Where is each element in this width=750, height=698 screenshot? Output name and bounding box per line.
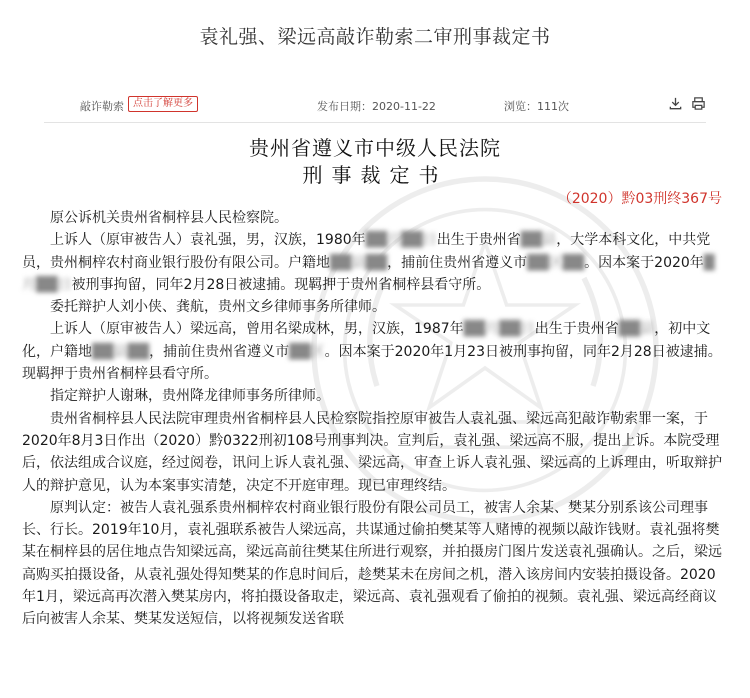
redacted-text: ██月██日 bbox=[463, 321, 535, 338]
publish-date: 发布日期：2020-11-22 bbox=[317, 100, 436, 113]
paragraph: 委托辩护人刘小侠、龚航，贵州文乡律师事务所律师。 bbox=[50, 299, 386, 316]
category-label: 敲诈勒索 bbox=[80, 100, 124, 113]
redacted-text: ██月██日 bbox=[365, 232, 437, 249]
paragraph-text: 被刑事拘留，同年2月28日被逮捕。现羁押于贵州省桐梓县看守所。 bbox=[71, 276, 491, 293]
document-body bbox=[22, 207, 726, 631]
paragraph-text: 上诉人（原审被告人）袁礼强，男，汉族，1980年 bbox=[50, 232, 366, 249]
paragraph-text: ，初中文化，户籍地 bbox=[22, 321, 711, 360]
category-link[interactable]: 点击了解更多 bbox=[128, 96, 198, 112]
view-count: 浏览：111次 bbox=[504, 100, 569, 113]
paragraph-text: 。因本案于2020年 bbox=[584, 254, 704, 271]
redacted-text: ██区██ bbox=[527, 254, 585, 271]
paragraph: 原判认定：被告人袁礼强系贵州桐梓农村商业银行股份有限公司员工，被害人余某、樊某分别系该公司理事长、行长。2019年10月，袁礼强联系被告人梁远高，共谋通过偷拍樊某等人赌博的视频以敲诈钱财。袁礼强将樊某在桐梓县的居住地点告知梁远高，梁远高前往樊某住所进行观察，并拍摄房门图片发送袁礼强确认。之后，梁远高购买拍摄设备，从袁礼强处得知樊某的作息时间后，趁樊某未在房间之机，潜入该房间内安装拍摄设备。2020年1月，梁远高再次潜入樊某房内，将拍摄设备取走，梁远高、袁礼强观看了偷拍的视频。袁礼强、梁远高经商议后向被害人余某、樊某发送短信，以将视频发送省联 bbox=[22, 499, 722, 628]
paragraph-text: 。因本案于2020年1月23日被刑事拘留，同年2月28日被逮捕。现羁押于贵州省桐梓县看守所。 bbox=[22, 343, 722, 383]
court-name: 贵州省遵义市中级人民法院 bbox=[249, 136, 501, 160]
redacted-text: ██区 bbox=[289, 343, 325, 360]
paragraph-text: 出生于贵州省 bbox=[436, 232, 521, 249]
redacted-text: ██县 bbox=[618, 321, 655, 338]
meta-actions bbox=[668, 96, 706, 111]
paragraph: 指定辩护人谢琳，贵州降龙律师事务所律师。 bbox=[50, 388, 330, 405]
paragraph: 原公诉机关贵州省桐梓县人民检察院。 bbox=[50, 210, 288, 226]
meta-bar bbox=[80, 96, 706, 116]
paragraph-text: ，捕前住贵州省遵义市 bbox=[387, 254, 528, 271]
paragraph-text: 出生于贵州省 bbox=[534, 321, 619, 338]
paragraph-text: ，大学本科文化，中共党员，贵州桐梓农村商业银行股份有限公司。户籍地 bbox=[22, 232, 711, 271]
redacted-text: ██县██ bbox=[92, 343, 150, 360]
redacted-text: ██县██ bbox=[330, 254, 388, 271]
page-title: 袁礼强、梁远高敲诈勒索二审刑事裁定书 bbox=[199, 26, 551, 48]
paragraph: 贵州省桐梓县人民法院审理贵州省桐梓县人民检察院指控原审被告人袁礼强、梁远高犯敲诈勒索罪一案，于2020年8月3日作出（2020）黔0322刑初108号刑事判决。宣判后，袁礼强、梁远高不服，提出上诉。本院受理后，依法组成合议庭，经过阅卷，讯问上诉人袁礼强、梁远高，审查上诉人袁礼强、梁远高的上诉理由，听取辩护人的辩护意见，认为本案事实清楚，决定不开庭审理。现已审理终结。 bbox=[22, 410, 722, 494]
paragraph-text: ，捕前住贵州省遵义市 bbox=[149, 343, 290, 360]
paragraph-text: 上诉人（原审被告人）梁远高，曾用名梁成林，男，汉族，1987年 bbox=[50, 321, 464, 338]
redacted-text: ██县 bbox=[520, 232, 557, 249]
paragraph bbox=[22, 229, 726, 296]
paragraph bbox=[22, 318, 726, 385]
document-type: 刑事裁定书 bbox=[302, 163, 448, 187]
redacted-text: █月██日 bbox=[22, 254, 715, 293]
download-icon[interactable] bbox=[668, 96, 683, 111]
print-icon[interactable] bbox=[691, 96, 706, 111]
case-number: （2020）黔03刑终367号 bbox=[557, 191, 722, 207]
header-divider bbox=[44, 122, 706, 123]
